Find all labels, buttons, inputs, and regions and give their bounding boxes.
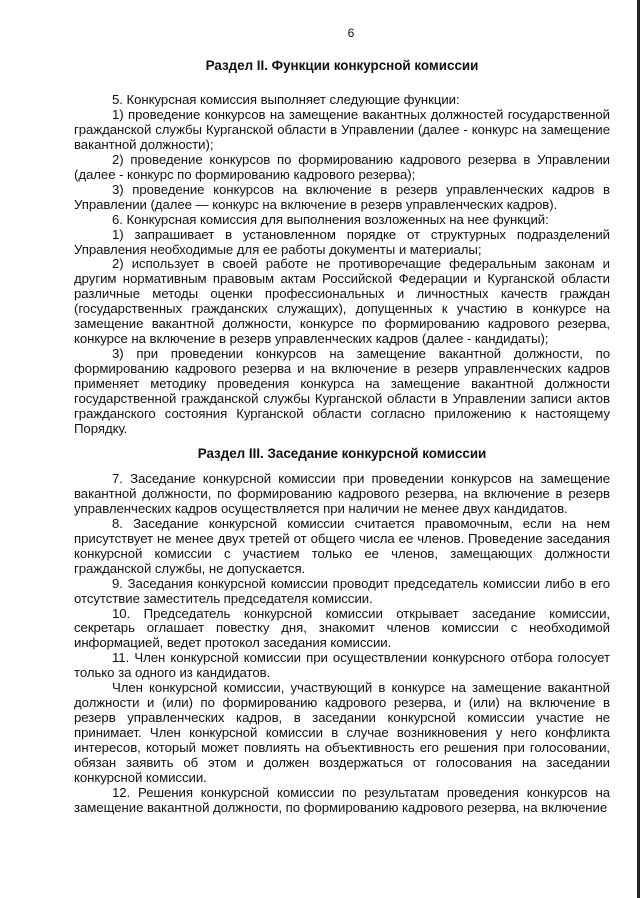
paragraph: 1) запрашивает в установленном порядке от структурных подразделений Управления необходимые для ее работы документы и материалы; bbox=[74, 226, 610, 257]
paragraph: 11. Член конкурсной комиссии при осуществлении конкурсного отбора голосует только за одного из кандидатов. bbox=[74, 650, 610, 681]
page-number: 6 bbox=[347, 26, 355, 40]
paragraph: 5. Конкурсная комиссия выполняет следующие функции: bbox=[112, 92, 460, 107]
paragraph: 2) использует в своей работе не противоречащие федеральным законам и другим нормативным правовым актам Российской Федерации и Курганской области различные методы оценки профессиональных и личностных качеств граждан (государственных гражданских служащих), допущенных к участию в конкурсе на замещение вакантной должности, конкурсе по формированию кадрового резерва, конкурсе на включение в резерв управленческих кадров (далее - кандидаты); bbox=[74, 256, 610, 347]
paragraph: Член конкурсной комиссии, участвующий в конкурсе на замещение вакантной должности и (или) по формированию кадрового резерва, и (или) на включение в резерв управленческих кадров, в заседании конкурсной комиссии участие не принимает. Член конкурсной комиссии в случае возникновения у него конфликта интересов, который может повлиять на объективность его решения при голосовании, обязан заявить об этом и должен воздержаться от голосования на заседании конкурсной комиссии. bbox=[74, 680, 610, 785]
paragraph: 7. Заседание конкурсной комиссии при проведении конкурсов на замещение вакантной должности, по формированию кадрового резерва, на включение в резерв управленческих кадров осуществляется при наличии не менее двух кандидатов. bbox=[74, 470, 610, 516]
section-3-body bbox=[74, 472, 610, 816]
paragraph: 2) проведение конкурсов по формированию кадрового резерва в Управлении (далее - конкурс по формированию кадрового резерва); bbox=[74, 151, 610, 182]
section-2-body bbox=[74, 93, 610, 437]
paragraph: 6. Конкурсная комиссия для выполнения возложенных на нее функций: bbox=[112, 211, 549, 227]
paragraph: 3) проведение конкурсов на включение в резерв управленческих кадров в Управлении (далее — конкурс на включение в резерв управленческих кадров). bbox=[74, 181, 610, 212]
paragraph: 12. Решения конкурсной комиссии по результатам проведения конкурсов на замещение вакантной должности, по формированию кадрового резерва, на включение bbox=[74, 784, 610, 815]
paragraph: 3) при проведении конкурсов на замещение вакантной должности, по формированию кадрового резерва и на включение в резерв управленческих кадров применяет методику проведения конкурса на замещение вакантной должности государственной гражданской службы Курганской области в Управлении записи актов гражданского состояния Курганской области согласно приложению к настоящему Порядку. bbox=[74, 346, 610, 436]
paragraph: 8. Заседание конкурсной комиссии считается правомочным, если на нем присутствует не менее двух третей от общего числа ее членов. Проведение заседания конкурсной комиссии с участием только ее членов, замещающих должности гражданской службы, не допускается. bbox=[74, 515, 610, 576]
paragraph: 9. Заседания конкурсной комиссии проводит председатель комиссии либо в его отсутствие заместитель председателя комиссии. bbox=[74, 575, 610, 606]
paragraph: 1) проведение конкурсов на замещение вакантных должностей государственной гражданской службы Курганской области в Управлении (далее - конкурс на замещение вакантной должности); bbox=[74, 106, 610, 152]
section-2-title: Раздел II. Функции конкурсной комиссии bbox=[205, 58, 479, 73]
section-3-title: Раздел III. Заседание конкурсной комиссии bbox=[197, 445, 487, 461]
paragraph: 10. Председатель конкурсной комиссии открывает заседание комиссии, секретарь оглашает повестку дня, знакомит членов комиссии с необходимой информацией, ведет протокол заседания комиссии. bbox=[74, 605, 610, 651]
